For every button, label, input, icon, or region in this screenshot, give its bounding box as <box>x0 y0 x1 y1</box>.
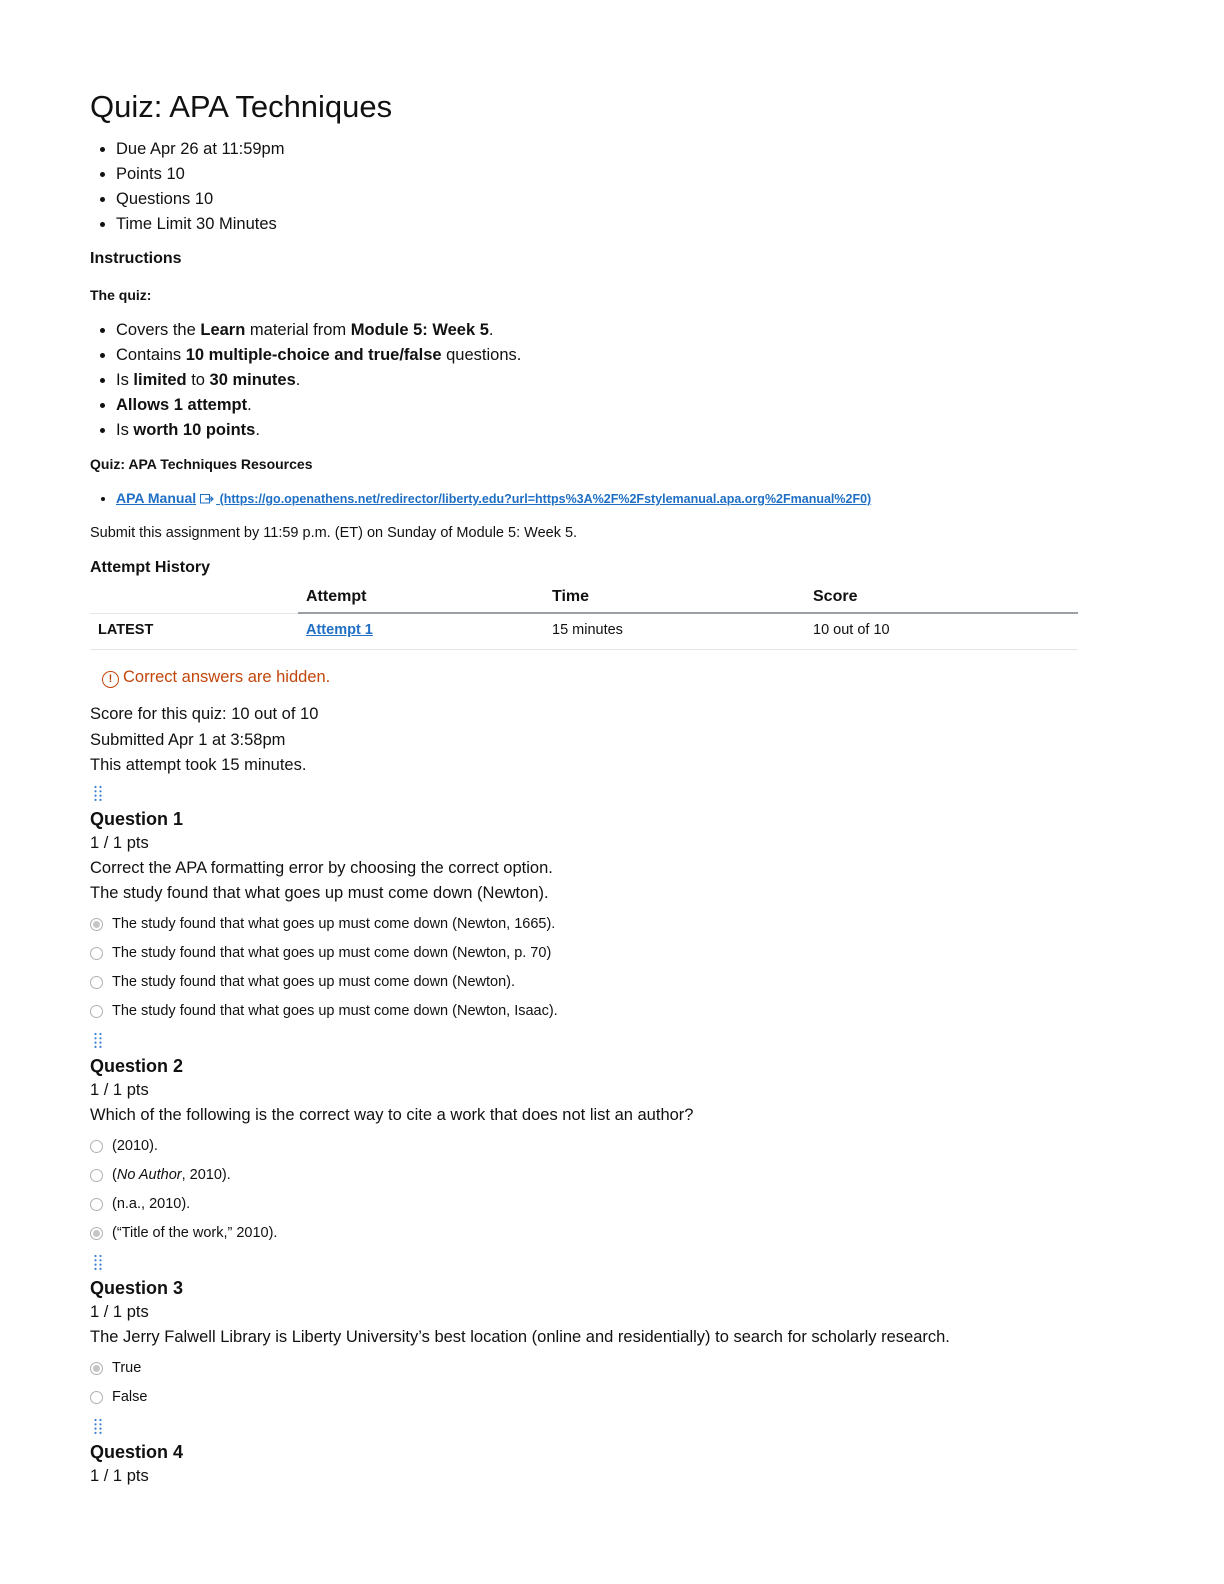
question-1-answers <box>90 910 1080 1026</box>
question-2-title: Question 2 <box>90 1055 184 1076</box>
question-2-points: 1 / 1 pts <box>90 1080 149 1099</box>
answer-option[interactable]: (“Title of the work,” 2010). <box>90 1219 1080 1248</box>
column-header-attempt: Attempt <box>298 586 544 613</box>
attempt-1-link[interactable]: Attempt 1 <box>306 622 373 638</box>
question-1-sentence: The study found that what goes up must come down (Newton). <box>90 883 549 902</box>
page-title: Quiz: APA Techniques <box>90 89 393 124</box>
instructions-heading: Instructions <box>90 250 182 267</box>
radio-selected[interactable] <box>90 918 103 931</box>
submitted-date: Submitted Apr 1 at 3:58pm <box>90 730 286 749</box>
quiz-details-list <box>90 318 1080 443</box>
drag-handle-icon[interactable] <box>93 1032 103 1049</box>
quiz-page <box>90 88 1080 1489</box>
answer-option[interactable]: (n.a., 2010). <box>90 1190 1080 1219</box>
answer-option[interactable]: The study found that what goes up must come down (Newton, p. 70) <box>90 939 1080 968</box>
quiz-subheading: The quiz: <box>90 287 152 303</box>
question-3-title: Question 3 <box>90 1277 184 1298</box>
list-item: • Is worth 10 points. <box>116 418 1080 443</box>
list-item <box>116 487 1080 510</box>
answer-option[interactable]: The study found that what goes up must come down (Newton, 1665). <box>90 910 1080 939</box>
time-limit: • Time Limit 30 Minutes <box>116 212 1080 237</box>
score-summary <box>90 702 1080 779</box>
questions-count: • Questions 10 <box>116 187 1080 212</box>
column-header-blank <box>90 586 298 613</box>
answers-hidden-text: Correct answers are hidden. <box>123 668 331 686</box>
radio-unselected[interactable] <box>90 1169 103 1182</box>
answer-option[interactable]: (No Author, 2010). <box>90 1161 1080 1190</box>
radio-unselected[interactable] <box>90 1005 103 1018</box>
answer-option[interactable]: (2010). <box>90 1132 1080 1161</box>
drag-handle-icon[interactable] <box>93 785 103 802</box>
answer-option[interactable]: The study found that what goes up must come down (Newton). <box>90 968 1080 997</box>
answer-option[interactable]: True <box>90 1354 1080 1383</box>
quiz-score: Score for this quiz: 10 out of 10 <box>90 705 319 723</box>
list-item: • Allows 1 attempt. <box>116 393 1080 418</box>
question-1-text: Correct the APA formatting error by choosing the correct option. <box>90 858 553 877</box>
answer-option[interactable]: The study found that what goes up must come down (Newton, Isaac). <box>90 997 1080 1026</box>
question-4-title: Question 4 <box>90 1441 184 1462</box>
question-3-points: 1 / 1 pts <box>90 1302 149 1321</box>
apa-manual-link[interactable]: APA Manual <box>116 490 197 506</box>
drag-handle-icon[interactable] <box>93 1254 103 1271</box>
list-item: • Is limited to 30 minutes. <box>116 368 1080 393</box>
points: • Points 10 <box>116 162 1080 187</box>
latest-label: LATEST <box>90 613 298 650</box>
question-3-text: The Jerry Falwell Library is Liberty University’s best location (online and residentially) to search for scholarly research. <box>90 1327 950 1346</box>
table-row <box>90 613 1078 650</box>
warning-icon: ! <box>102 671 119 688</box>
column-header-score: Score <box>805 586 1078 613</box>
question-2-answers <box>90 1132 1080 1248</box>
submit-note: Submit this assignment by 11:59 p.m. (ET) on Sunday of Module 5: Week 5. <box>90 525 578 541</box>
question-1-points: 1 / 1 pts <box>90 833 149 852</box>
drag-handle-icon[interactable] <box>93 1418 103 1435</box>
radio-unselected[interactable] <box>90 976 103 989</box>
list-item: • Contains 10 multiple-choice and true/false questions. <box>116 343 1080 368</box>
radio-unselected[interactable] <box>90 1198 103 1211</box>
question-1-title: Question 1 <box>90 808 184 829</box>
attempt-history-table <box>90 586 1078 650</box>
radio-unselected[interactable] <box>90 947 103 960</box>
question-3-answers <box>90 1354 1080 1412</box>
question-4-points: 1 / 1 pts <box>90 1466 149 1485</box>
answer-option[interactable]: False <box>90 1383 1080 1412</box>
radio-selected[interactable] <box>90 1227 103 1240</box>
radio-unselected[interactable] <box>90 1391 103 1404</box>
answers-hidden-notice <box>102 666 1080 688</box>
attempt-duration: This attempt took 15 minutes. <box>90 756 307 774</box>
resources-list <box>90 487 1080 510</box>
list-item: • Covers the Learn material from Module 5: Week 5. <box>116 318 1080 343</box>
attempt-time: 15 minutes <box>544 613 805 650</box>
radio-unselected[interactable] <box>90 1140 103 1153</box>
radio-selected[interactable] <box>90 1362 103 1375</box>
column-header-time: Time <box>544 586 805 613</box>
quiz-meta-list <box>90 137 1080 237</box>
apa-manual-url-link[interactable]: (https://go.openathens.net/redirector/liberty.edu?url=https%3A%2F%2Fstylemanual.apa.org%2Fmanual%2F0) <box>216 492 872 506</box>
due-date: • Due Apr 26 at 11:59pm <box>116 137 1080 162</box>
question-2-text: Which of the following is the correct way to cite a work that does not list an author? <box>90 1105 694 1124</box>
external-link-icon <box>200 493 214 504</box>
attempt-score: 10 out of 10 <box>805 613 1078 650</box>
attempt-history-heading: Attempt History <box>90 559 211 576</box>
resources-heading: Quiz: APA Techniques Resources <box>90 456 313 472</box>
